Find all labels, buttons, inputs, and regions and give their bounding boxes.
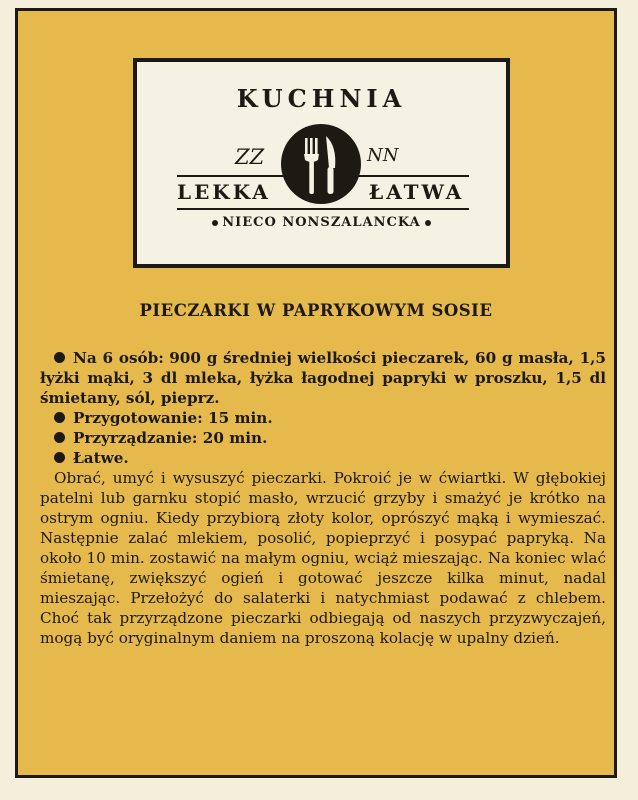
ingredients	[40, 348, 606, 408]
difficulty	[40, 448, 606, 468]
logo-word-lekka: LEKKA	[177, 180, 271, 204]
logo-signature-left: ZZ	[235, 145, 265, 169]
ingredients-text: 900 g średniej wielkości pieczarek, 60 g masła, 1,5 łyżki mąki, 3 dl mleka, łyżka łagodnej papryki w proszku, 1,5 dl śmietany, sól, pieprz.	[40, 349, 606, 407]
logo-subtitle	[137, 215, 506, 230]
logo-circle	[281, 124, 361, 204]
logo-rule-bottom	[177, 208, 469, 210]
logo-title: KUCHNIA	[236, 84, 407, 113]
bullet-icon	[54, 352, 65, 363]
bullet-icon	[54, 412, 65, 423]
recipe-body	[40, 348, 606, 648]
prep-time-text: Przygotowanie: 15 min.	[73, 409, 273, 427]
bullet-icon	[212, 220, 218, 226]
cook-time	[40, 428, 606, 448]
difficulty-text: Łatwe.	[73, 449, 129, 467]
cook-time-text: Przyrządzanie: 20 min.	[73, 429, 268, 447]
bullet-icon	[54, 452, 65, 463]
ingredients-label: Na 6 osób:	[73, 349, 164, 367]
bullet-icon	[54, 432, 65, 443]
prep-time	[40, 408, 606, 428]
recipe-panel	[15, 8, 617, 778]
bullet-icon	[425, 220, 431, 226]
logo-word-latwa: ŁATWA	[369, 180, 465, 204]
recipe-title: PIECZARKI W PAPRYKOWYM SOSIE	[139, 301, 493, 320]
column-logo	[133, 58, 510, 268]
method-text: Obrać, umyć i wysuszyć pieczarki. Pokroić je w ćwiartki. W głębokiej patelni lub garnku stopić masło, wrzucić grzyby i smażyć je krótko na ostrym ogniu. Kiedy przybiorą złoty kolor, oprószyć mąką i wymieszać. Następnie zalać mlekiem, posolić, popieprzyć i posypać papryką. Na około 10 min. zostawić na małym ogniu, wciąż mieszając. Na koniec wlać śmietanę, zwiększyć ogień i gotować jeszcze kilka minut, nadal mieszając. Przełożyć do salaterki i natychmiast podawać z chlebem. Choć tak przyrządzone pieczarki odbiegają od naszych przyzwyczajeń, mogą być oryginalnym daniem na proszoną kolację w upalny dzień.	[40, 469, 606, 647]
logo-subtitle-text: NIECO NONSZALANCKA	[222, 215, 421, 230]
fork-knife-icon	[281, 124, 361, 204]
logo-signature-right: NN	[367, 145, 399, 166]
